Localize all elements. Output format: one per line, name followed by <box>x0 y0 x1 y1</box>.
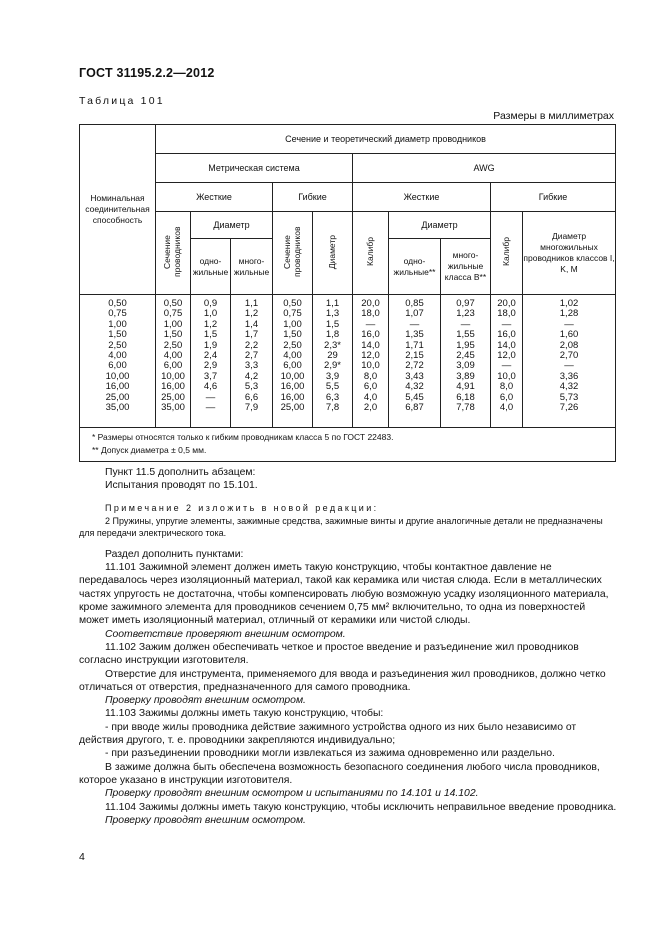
table-cell: 14,0 <box>361 339 380 351</box>
table-cell: 8,0 <box>363 370 378 382</box>
table-cell: 2,0 <box>363 401 378 413</box>
table-units: Размеры в миллиметрах <box>493 110 614 122</box>
header-awg: AWG <box>353 154 616 183</box>
table-cell: 20,0 <box>361 298 380 309</box>
section-heading: Раздел дополнить пунктами: <box>105 548 244 560</box>
table-cell: 16,00 <box>280 391 305 403</box>
clause-11-104: 11.104 Зажимы должны иметь такую конструкцию, чтобы исключить неправильное введение проводника. <box>105 801 617 813</box>
table-cell: 10,0 <box>361 360 380 372</box>
table-cell: 1,50 <box>108 329 127 341</box>
table-cell: 8,0 <box>499 381 514 393</box>
header-multi: много-жильные <box>231 239 273 295</box>
table-cell: 3,36 <box>559 370 579 382</box>
table-cell: 1,50 <box>163 329 183 341</box>
table-cell: — <box>365 318 376 330</box>
paragraph-11-5: Пункт 11.5 дополнить абзацем: <box>105 467 256 478</box>
table-cell: 1,02 <box>559 298 579 309</box>
table-cell: 3,89 <box>456 370 475 382</box>
header-metric-flexible: Гибкие <box>273 183 353 212</box>
header-single-awg: одно-жильные** <box>389 239 441 295</box>
col-awg-rigid-single <box>389 295 441 428</box>
table-cell: 0,85 <box>405 298 424 309</box>
table-cell: 2,72 <box>405 360 424 372</box>
table-cell: 2,4 <box>203 349 218 361</box>
table-cell: 0,50 <box>108 298 127 309</box>
table-cell: 2,7 <box>244 349 259 361</box>
check-11-103: Проверку проводят внешним осмотром и испытаниями по 14.101 и 14.102. <box>105 788 479 800</box>
table-cell: 25,00 <box>161 391 185 403</box>
table-cell: 2,45 <box>456 349 475 361</box>
table-cell: — <box>564 318 574 330</box>
table-cell: 0,75 <box>163 308 183 320</box>
table-cell: 2,2 <box>244 339 259 351</box>
col-awg-flex-caliber <box>491 295 523 428</box>
col-awg-rigid-caliber <box>353 295 389 428</box>
table-cell: 29 <box>327 349 338 361</box>
header-awg-rigid: Жесткие <box>353 183 491 212</box>
table-cell: 7,78 <box>456 401 475 413</box>
table-cell: 1,28 <box>559 308 579 320</box>
header-capacity: Номинальная соединительная способность <box>80 125 156 295</box>
col-awg-flex-diameter <box>523 295 616 428</box>
table-cell: 6,3 <box>325 391 340 403</box>
table-cell: 1,71 <box>405 339 424 351</box>
table-cell: — <box>564 360 574 372</box>
table-footnotes <box>80 428 616 462</box>
header-awg-flexible: Гибкие <box>491 183 616 212</box>
footnote-1: * Размеры относятся только к гибким проводникам класса 5 по ГОСТ 22483. <box>92 432 394 442</box>
body-text <box>79 466 617 827</box>
table-cell: 4,91 <box>456 381 475 393</box>
table-cell: 4,0 <box>363 391 378 403</box>
col-m-rigid-multi <box>231 295 273 428</box>
table-cell: 25,00 <box>280 401 305 413</box>
table-cell: 5,3 <box>244 381 259 393</box>
table-cell: 0,75 <box>108 308 127 320</box>
clause-11-103: 11.103 Зажимы должны иметь такую конструкцию, чтобы: <box>105 708 384 720</box>
table-cell: 2,9* <box>324 360 341 372</box>
table-cell: 1,60 <box>559 329 579 341</box>
table-cell: — <box>205 401 216 413</box>
col-m-rigid-single <box>191 295 231 428</box>
table-cell: 2,50 <box>108 339 127 351</box>
table-cell: 12,0 <box>361 349 380 361</box>
header-section-flexible: Сечение проводников <box>273 212 313 295</box>
table-cell: 16,00 <box>105 381 130 393</box>
table-cell: 6,00 <box>108 360 127 372</box>
header-metric: Метрическая система <box>156 154 353 183</box>
table-cell: 6,00 <box>283 360 302 372</box>
table-cell: 2,70 <box>559 349 579 361</box>
table-cell: 1,00 <box>108 318 127 330</box>
note-body: 2 Пружины, упругие элементы, зажимные средства, зажимные винты и другие аналогичные детали не предназначены для передачи электрического тока. <box>79 515 603 539</box>
table-cell: — <box>205 391 216 403</box>
table-cell: 2,08 <box>559 339 579 351</box>
table-cell: 2,9 <box>203 360 218 372</box>
table-cell: 4,00 <box>283 349 302 361</box>
table-cell: 1,0 <box>203 308 218 320</box>
table-cell: 14,0 <box>497 339 516 351</box>
table-cell: 7,8 <box>325 401 340 413</box>
table-cell: 0,97 <box>456 298 475 309</box>
table-cell: 6,0 <box>499 391 514 403</box>
header-awg-flex-multi-diameter: Диаметр многожильных проводников классов I, K, M <box>523 212 616 295</box>
table-cell: 2,50 <box>163 339 183 351</box>
table-cell: 3,3 <box>244 360 259 372</box>
table-cell: 7,9 <box>244 401 259 413</box>
table-cell: 1,23 <box>456 308 475 320</box>
table-cell: 35,00 <box>161 401 185 413</box>
table-cell: 1,50 <box>283 329 302 341</box>
header-section-rigid: Сечение проводников <box>156 212 191 295</box>
table-cell: 4,6 <box>203 381 218 393</box>
table-cell: 2,50 <box>283 339 302 351</box>
table-cell: 1,1 <box>244 298 259 309</box>
check-11-101: Соответствие проверяют внешним осмотром. <box>105 628 346 640</box>
table-cell: 12,0 <box>497 349 516 361</box>
footnote-2: ** Допуск диаметра ± 0,5 мм. <box>92 445 207 455</box>
table-cell: 5,73 <box>559 391 579 403</box>
col-awg-rigid-multi <box>441 295 491 428</box>
header-diameter-awg: Диаметр <box>389 212 491 239</box>
header-awg-flex-caliber: Калибр <box>491 212 523 295</box>
table-cell: 6,18 <box>456 391 475 403</box>
header-metric-rigid: Жесткие <box>156 183 273 212</box>
table-cell: 0,9 <box>203 298 218 309</box>
table-cell: 3,7 <box>203 370 218 382</box>
table-cell: 20,0 <box>497 298 516 309</box>
header-multi-b: много-жильные класса B** <box>441 239 491 295</box>
clause-11-103-bullet-1: - при вводе жилы проводника действие зажимного устройства одного из них было независимо от действия другого, т. е. проводники закрепляются индивидуально; <box>79 721 577 747</box>
table-cell: — <box>409 318 420 330</box>
table-cell: 1,1 <box>325 298 340 309</box>
table-cell: 4,00 <box>108 349 127 361</box>
table-cell: — <box>501 360 512 372</box>
table-cell: 4,0 <box>499 401 514 413</box>
table-cell: 6,6 <box>244 391 259 403</box>
table-cell: 1,35 <box>405 329 424 341</box>
table-cell: 6,87 <box>405 401 424 413</box>
page-number: 4 <box>79 851 85 863</box>
table-cell: 10,00 <box>105 370 130 382</box>
conductor-table <box>79 124 616 462</box>
table-cell: 1,2 <box>244 308 259 320</box>
col-m-flex-diameter <box>313 295 353 428</box>
table-cell: 25,00 <box>105 391 130 403</box>
check-11-104: Проверку проводят внешним осмотром. <box>105 814 306 826</box>
table-cell: 16,00 <box>161 381 185 393</box>
table-cell: — <box>501 318 512 330</box>
table-cell: 1,00 <box>283 318 302 330</box>
col-capacity <box>80 295 156 428</box>
table-cell: 0,50 <box>283 298 302 309</box>
paragraph-tests: Испытания проводят по 15.101. <box>105 480 258 492</box>
table-cell: 4,32 <box>559 381 579 393</box>
header-single: одно-жильные <box>191 239 231 295</box>
table-cell: 1,3 <box>325 308 340 320</box>
table-cell: 1,7 <box>244 329 259 341</box>
header-section-diameter: Сечение и теоретический диаметр проводников <box>156 125 616 154</box>
table-cell: 35,00 <box>105 401 130 413</box>
table-cell: 10,00 <box>280 370 305 382</box>
table-cell: 2,3* <box>324 339 341 351</box>
table-cell: 1,5 <box>325 318 340 330</box>
table-cell: 7,26 <box>559 401 579 413</box>
table-cell: 10,0 <box>497 370 516 382</box>
table-cell: 6,00 <box>163 360 183 372</box>
table-cell: 1,5 <box>203 329 218 341</box>
header-awg-caliber: Калибр <box>353 212 389 295</box>
table-cell: 10,00 <box>161 370 185 382</box>
note-heading: Примечание 2 изложить в новой редакции: <box>105 502 379 513</box>
table-title: Таблица 101 <box>79 95 165 107</box>
table-cell: 1,95 <box>456 339 475 351</box>
table-cell: 1,07 <box>405 308 424 320</box>
table-cell: 0,50 <box>163 298 183 309</box>
header-diameter-metric: Диаметр <box>191 212 273 239</box>
table-cell: 1,00 <box>163 318 183 330</box>
clause-11-102-b: Отверстие для инструмента, применяемого для ввода и разъединения жил проводников, должно четко отличаться от отверстия, предназначенного для самого проводника. <box>79 668 606 693</box>
check-11-102: Проверку проводят внешним осмотром. <box>105 695 306 707</box>
table-cell: 1,9 <box>203 339 218 351</box>
table-cell: 16,00 <box>280 381 305 393</box>
clause-11-102: 11.102 Зажим должен обеспечивать четкое и простое введение и разъединение жил проводников согласно инструкции изготовителя. <box>79 641 579 667</box>
table-cell: 1,8 <box>325 329 340 341</box>
table-cell: 3,43 <box>405 370 424 382</box>
table-cell: — <box>460 318 471 330</box>
table-cell: 4,00 <box>163 349 183 361</box>
table-cell: 3,09 <box>456 360 475 372</box>
table-cell: 16,0 <box>361 329 380 341</box>
document-code: ГОСТ 31195.2.2—2012 <box>79 66 215 80</box>
table-cell: 1,2 <box>203 318 218 330</box>
table-cell: 3,9 <box>325 370 340 382</box>
table-cell: 1,4 <box>244 318 259 330</box>
table-cell: 18,0 <box>361 308 380 320</box>
table-cell: 6,0 <box>363 381 378 393</box>
table-cell: 4,32 <box>405 381 424 393</box>
table-cell: 1,55 <box>456 329 475 341</box>
table-cell: 5,5 <box>325 381 340 393</box>
clause-11-103-bullet-2: - при разъединении проводники могли извлекаться из зажима одновременно или раздельно. <box>105 748 555 760</box>
col-m-flex-section <box>273 295 313 428</box>
table-cell: 2,15 <box>405 349 424 361</box>
table-cell: 18,0 <box>497 308 516 320</box>
table-cell: 16,0 <box>497 329 516 341</box>
table-cell: 5,45 <box>405 391 424 403</box>
clause-11-101: 11.101 Зажимной элемент должен иметь такую конструкцию, чтобы контактное давление не передавалось через изоляционный материал, такой как керамика или чистая слюда. Если в металлических частях упругость не достаточна, чтобы компенсировать любую возможную усадку изоляционного материала, кроме зажимного элемента для проводников сечением 0,75 мм² включительно, то одна из поверхностей может иметь изоляционный материал, отличный от керамики или чистой слюды. <box>79 562 609 627</box>
table-cell: 4,2 <box>244 370 259 382</box>
header-flex-diameter: Диаметр <box>313 212 353 295</box>
clause-11-103-b: В зажиме должна быть обеспечена возможность безопасного соединения любого числа проводников, которое указано в инструкции изготовителя. <box>79 761 600 786</box>
table-cell: 0,75 <box>283 308 302 320</box>
col-m-rigid-section <box>156 295 191 428</box>
